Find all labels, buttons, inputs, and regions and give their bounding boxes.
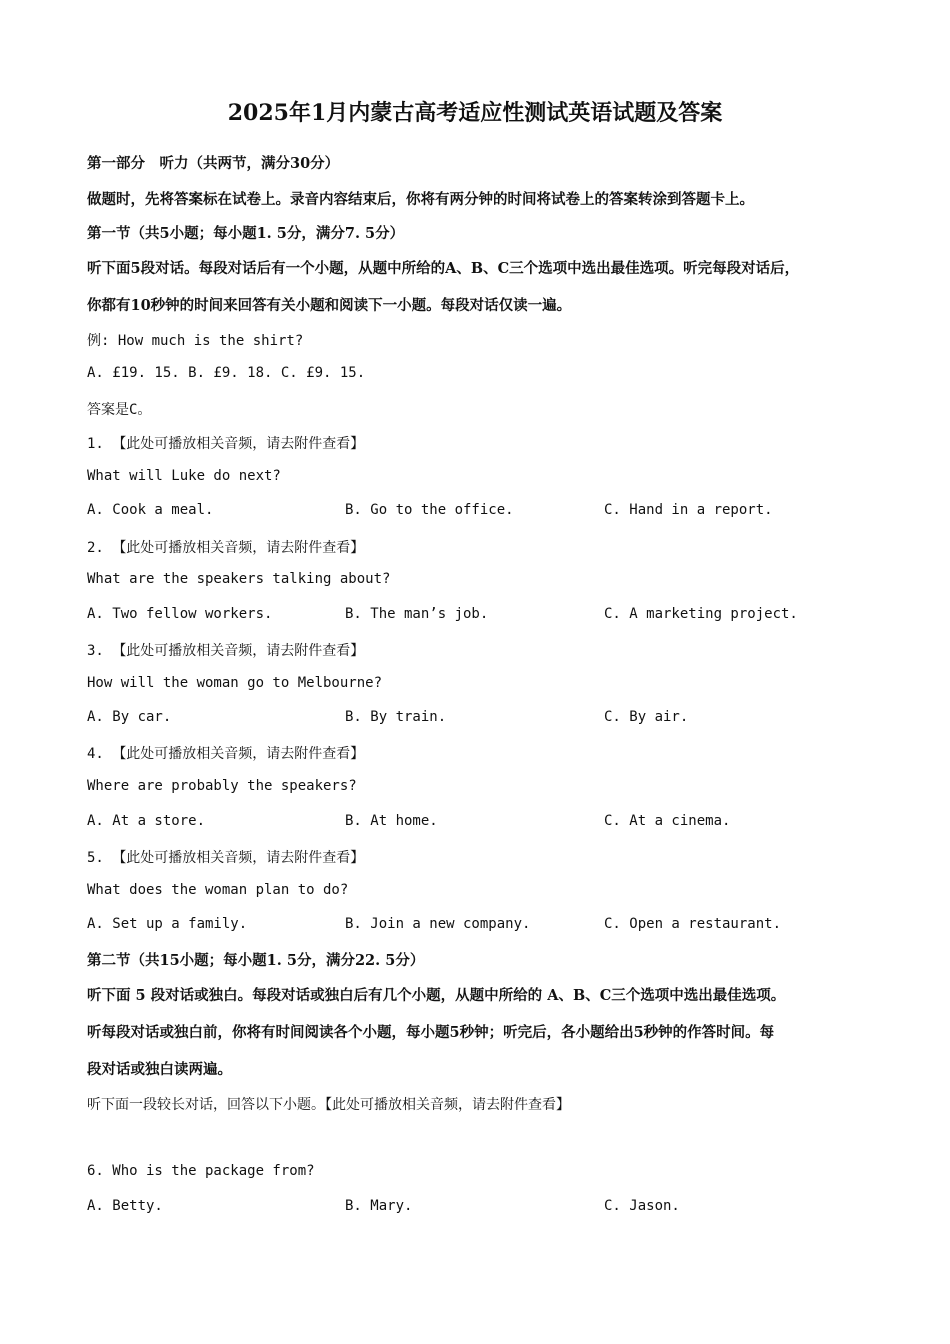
- q1-option-b: B. Go to the office.: [345, 502, 514, 518]
- q2-option-c: C. A marketing project.: [604, 606, 798, 622]
- q6-option-c: C. Jason.: [604, 1198, 680, 1214]
- q1-option-a: A. Cook a meal.: [87, 502, 214, 518]
- q2-audio-note: 2. 【此处可播放相关音频，请去附件查看】: [87, 540, 365, 556]
- example-answer: 答案是C。: [87, 402, 152, 418]
- q5-option-c: C. Open a restaurant.: [604, 916, 782, 932]
- q6-options: [87, 1198, 867, 1218]
- q3-option-a: A. By car.: [87, 709, 172, 725]
- section1-directions-line1: 听下面5段对话。每段对话后有一个小题，从题中所给的A、B、C三个选项中选出最佳选项。听完每段对话后，: [87, 260, 800, 277]
- q1-options: [87, 502, 867, 522]
- q5-audio-note: 5. 【此处可播放相关音频，请去附件查看】: [87, 850, 365, 866]
- q4-question: Where are probably the speakers?: [87, 778, 357, 794]
- q2-option-b: B. The man’s job.: [345, 606, 489, 622]
- q6-option-b: B. Mary.: [345, 1198, 413, 1214]
- q6-option-a: A. Betty.: [87, 1198, 163, 1214]
- q3-option-b: B. By train.: [345, 709, 447, 725]
- q3-question: How will the woman go to Melbourne?: [87, 675, 383, 691]
- q3-audio-note: 3. 【此处可播放相关音频，请去附件查看】: [87, 643, 365, 659]
- section1-heading: 第一节（共5小题；每小题1. 5分，满分7. 5分）: [87, 225, 405, 242]
- section2-directions-line1: 听下面 5 段对话或独白。每段对话或独白后有几个小题，从题中所给的 A、B、C三个选项中选出最佳选项。: [87, 987, 786, 1004]
- q5-option-a: A. Set up a family.: [87, 916, 248, 932]
- section2-heading: 第二节（共15小题；每小题1. 5分，满分22. 5分）: [87, 952, 425, 969]
- q6-question: 6. Who is the package from?: [87, 1163, 315, 1179]
- q3-option-c: C. By air.: [604, 709, 689, 725]
- example-question: 例: How much is the shirt?: [87, 333, 304, 349]
- q5-question: What does the woman plan to do?: [87, 882, 349, 898]
- q4-option-c: C. At a cinema.: [604, 813, 731, 829]
- q3-options: [87, 709, 867, 729]
- q4-options: [87, 813, 867, 833]
- q1-option-c: C. Hand in a report.: [604, 502, 773, 518]
- q4-option-b: B. At home.: [345, 813, 438, 829]
- section2-directions-line2: 听每段对话或独白前，你将有时间阅读各个小题，每小题5秒钟；听完后，各小题给出5秒钟的作答时间。每: [87, 1024, 775, 1041]
- q1-audio-note: 1. 【此处可播放相关音频，请去附件查看】: [87, 436, 365, 452]
- section2-directions-line3: 段对话或独白读两遍。: [87, 1061, 232, 1078]
- example-options: A. £19. 15. B. £9. 18. C. £9. 15.: [87, 365, 366, 381]
- long-dialogue-intro: 听下面一段较长对话，回答以下小题。【此处可播放相关音频，请去附件查看】: [87, 1097, 570, 1113]
- q1-question: What will Luke do next?: [87, 468, 281, 484]
- part1-heading: 第一部分 听力（共两节，满分30分）: [87, 155, 340, 172]
- general-instruction: 做题时，先将答案标在试卷上。录音内容结束后，你将有两分钟的时间将试卷上的答案转涂到答题卡上。: [87, 191, 754, 208]
- q4-option-a: A. At a store.: [87, 813, 206, 829]
- q5-options: [87, 916, 867, 936]
- q2-options: [87, 606, 867, 626]
- section1-directions-line2: 你都有10秒钟的时间来回答有关小题和阅读下一小题。每段对话仅读一遍。: [87, 297, 572, 314]
- q2-question: What are the speakers talking about?: [87, 571, 391, 587]
- document-title: 2025年1月内蒙古高考适应性测试英语试题及答案: [227, 100, 723, 126]
- q2-option-a: A. Two fellow workers.: [87, 606, 273, 622]
- q4-audio-note: 4. 【此处可播放相关音频，请去附件查看】: [87, 746, 365, 762]
- q5-option-b: B. Join a new company.: [345, 916, 531, 932]
